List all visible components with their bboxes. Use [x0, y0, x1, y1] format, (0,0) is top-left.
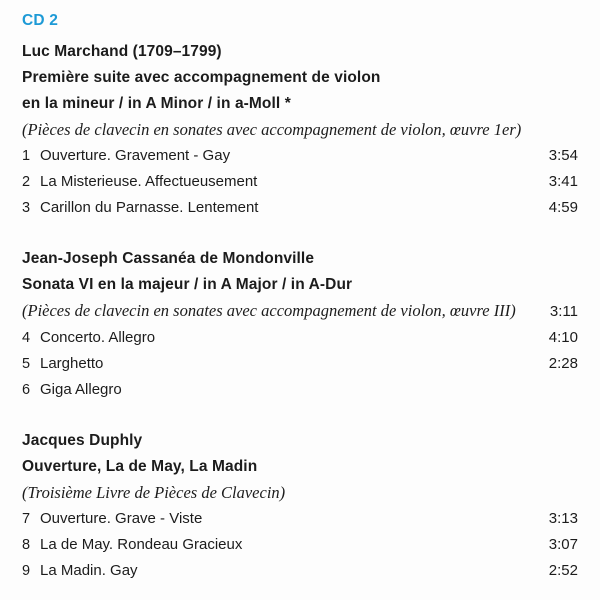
track-title: Giga Allegro: [40, 381, 122, 398]
track-title: Larghetto: [40, 355, 104, 372]
source-line: [22, 117, 578, 143]
track-title: La Misterieuse. Affectueusement: [40, 173, 258, 190]
composer-name: Luc Marchand (1709–1799): [22, 43, 222, 60]
composer-name: Jean-Joseph Cassanéa de Mondonville: [22, 250, 315, 267]
track-duration: 2:52: [548, 562, 578, 579]
source-line: [22, 298, 578, 325]
track-row: [22, 143, 578, 169]
track-row: [22, 195, 578, 221]
track-duration: 2:28: [548, 355, 578, 372]
track-row: [22, 532, 578, 558]
track-title: Ouverture. Grave - Viste: [40, 510, 203, 527]
track-number: 2: [22, 174, 31, 190]
source-citation: (Pièces de clavecin en sonates avec accompagnement de violon, œuvre 1er): [22, 120, 522, 139]
source-citation: (Troisième Livre de Pièces de Clavecin): [22, 483, 286, 502]
track-title: Carillon du Parnasse. Lentement: [40, 199, 259, 216]
album-section-mondonville: [22, 246, 578, 403]
track-duration: 3:07: [548, 536, 578, 553]
track-duration: 3:54: [548, 147, 578, 164]
track-title: Ouverture. Gravement - Gay: [40, 147, 231, 164]
source-duration: 3:11: [549, 303, 578, 320]
track-duration: 4:59: [548, 199, 578, 216]
track-number: 5: [22, 356, 31, 372]
source-line: [22, 480, 578, 506]
track-number: 4: [22, 330, 31, 346]
track-number: 6: [22, 382, 31, 398]
track-row: [22, 325, 578, 351]
track-number: 9: [22, 563, 31, 579]
track-duration: 3:41: [548, 173, 578, 190]
work-title-line: Première suite avec accompagnement de violon: [22, 69, 381, 86]
work-title-line: Ouverture, La de May, La Madin: [22, 458, 258, 475]
track-row: [22, 169, 578, 195]
disc-label: CD 2: [22, 12, 59, 29]
work-title-line: en la mineur / in A Minor / in a-Moll *: [22, 95, 291, 112]
track-title: La Madin. Gay: [40, 562, 138, 579]
track-duration: 3:13: [548, 510, 578, 527]
track-row: [22, 558, 578, 584]
composer-name: Jacques Duphly: [22, 432, 143, 449]
track-row: [22, 377, 578, 403]
track-number: 8: [22, 537, 31, 553]
track-row: [22, 351, 578, 377]
work-title-line: Sonata VI en la majeur / in A Major / in A-Dur: [22, 276, 353, 293]
album-section-marchand: [22, 39, 578, 221]
track-number: 3: [22, 200, 31, 216]
album-section-duphly: [22, 428, 578, 584]
track-title: La de May. Rondeau Gracieux: [40, 536, 243, 553]
track-number: 1: [22, 148, 31, 164]
track-row: [22, 506, 578, 532]
track-number: 7: [22, 511, 31, 527]
source-citation: (Pièces de clavecin en sonates avec accompagnement de violon, œuvre III): [22, 301, 516, 320]
track-duration: 4:10: [548, 329, 578, 346]
track-title: Concerto. Allegro: [40, 329, 156, 346]
